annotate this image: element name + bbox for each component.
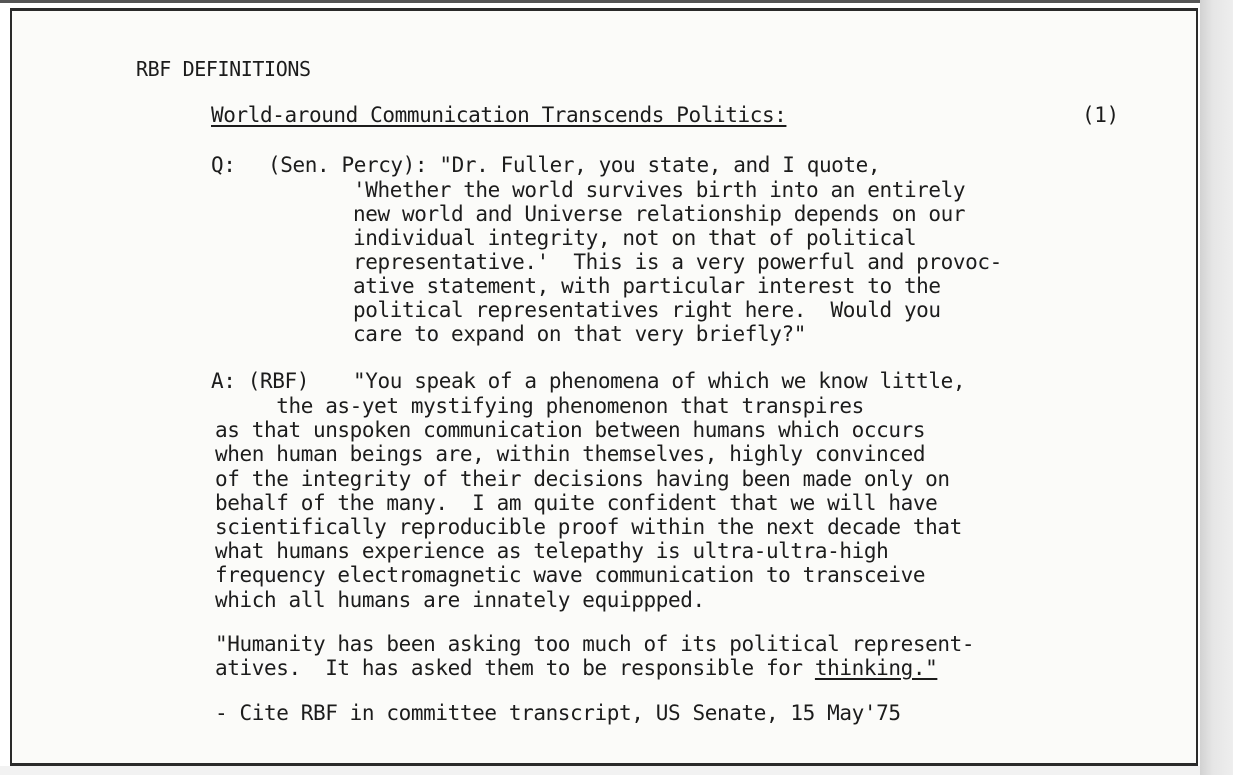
- question-first-line: (Sen. Percy): "Dr. Fuller, you state, and I quote,: [268, 153, 881, 177]
- document-heading: RBF DEFINITIONS: [136, 57, 311, 81]
- question-label: Q:: [211, 153, 236, 177]
- page-number: (1): [1082, 103, 1119, 127]
- top-border: [0, 0, 1200, 3]
- section-title: World-around Communication Transcends Politics:: [211, 103, 787, 127]
- bottom-margin: [0, 766, 1200, 775]
- answer-first-line: "You speak of a phenomena of which we know little,: [353, 369, 966, 393]
- closing-quote: [215, 632, 974, 680]
- answer-label: A: (RBF): [211, 369, 309, 393]
- citation: - Cite RBF in committee transcript, US Senate, 15 May'75: [215, 701, 901, 725]
- quote-text: "Humanity has been asking too much of its political represent- atives. It has asked them to be responsible for: [215, 632, 975, 680]
- page-edge-shadow: [1200, 0, 1233, 775]
- quote-emphasis: thinking.": [814, 656, 938, 680]
- answer-body: the as-yet mystifying phenomenon that transpires as that unspoken communication between humans which occurs when human beings are, within themselves, highly convinced of the integrity of their decisions having been made only on behalf of the many. I am quite confident that we will have scientifically reproducible proof within the next decade that what humans experience as telepathy is ultra-ultra-high frequency electromagnetic wave communication to transceive which all humans are innately equippped.: [215, 394, 962, 612]
- question-body: 'Whether the world survives birth into an entirely new world and Universe relationship depends on our individual integrity, not on that of political representative.' This is a very powerful and provoc- ative statement, with particular interest to the political representatives right here. Would you care to expand on that very briefly?": [353, 178, 1002, 346]
